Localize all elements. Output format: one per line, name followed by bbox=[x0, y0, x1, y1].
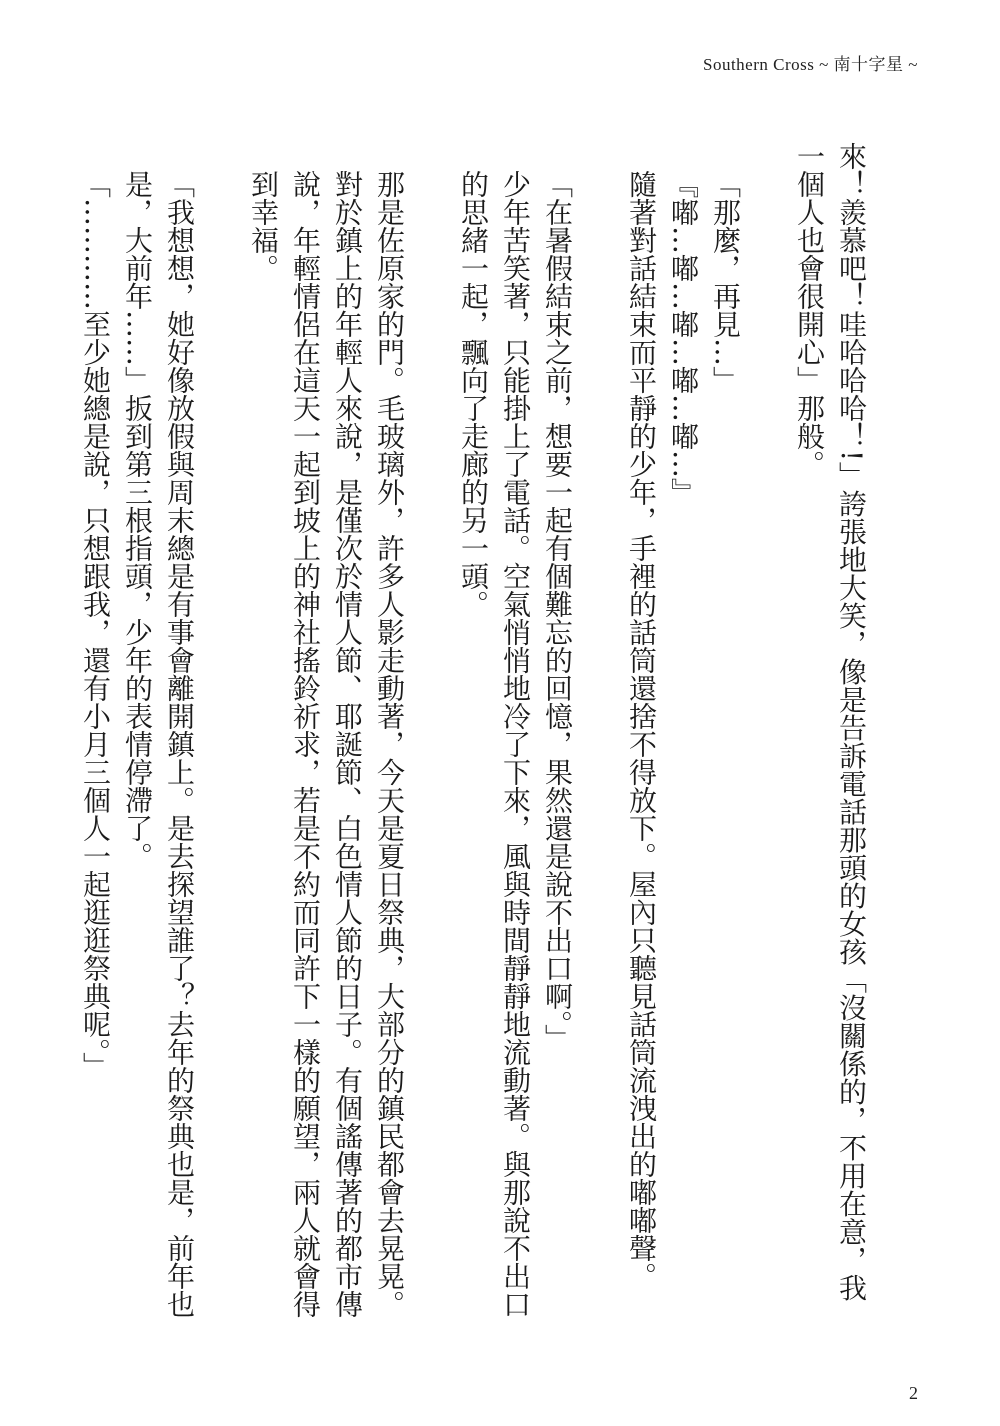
paragraph-9: 「…………至少她總是說，只想跟我，還有小月三個人一起逛逛祭典呢。」 bbox=[79, 170, 112, 1080]
paragraph-5: 「在暑假結束之前，想要一起有個難忘的回憶，果然還是說不出口啊。」 bbox=[541, 170, 574, 1052]
paragraph-2: 「那麼，再見…」 bbox=[709, 170, 742, 394]
paragraph-7: 那是佐原家的門。毛玻璃外，許多人影走動著，今天是夏日祭典，大部分的鎮民都會去晃晃。對於鎮上的年輕人來說，是僅次於情人節、耶誕節、白色情人節的日子。有個謠傳著的都市傳說，年輕情侶在這天一起到坡上的神社搖鈴祈求，若是不約而同許下一樣的願望，兩人就會得到幸福。 bbox=[247, 170, 406, 1318]
page-number: 2 bbox=[909, 1383, 918, 1403]
vertical-body-text bbox=[79, 142, 872, 1327]
running-header: Southern Cross ~ 南十字星 ~ bbox=[702, 55, 918, 74]
paragraph-8: 「我想想，她好像放假與周末總是有事會離開鎮上。是去探望誰了？去年的祭典也是，前年也是，大前年……」扳到第三根指頭，少年的表情停滯了。 bbox=[121, 170, 196, 1318]
paragraph-1: 來！羨慕吧！哇哈哈哈！!」誇張地大笑，像是告訴電話那頭的女孩「沒關係的，不用在意，我一個人也會很開心」那般。 bbox=[793, 142, 868, 1302]
paragraph-6: 少年苦笑著，只能掛上了電話。空氣悄悄地冷了下來，風與時間靜靜地流動著。與那說不出口的思緒一起，飄向了走廊的另一頭。 bbox=[457, 170, 532, 1318]
paragraph-4: 隨著對話結束而平靜的少年，手裡的話筒還捨不得放下。屋內只聽見話筒流洩出的嘟嘟聲。 bbox=[625, 170, 658, 1290]
paragraph-3: 『嘟…嘟…嘟…嘟…嘟…』 bbox=[667, 170, 700, 506]
